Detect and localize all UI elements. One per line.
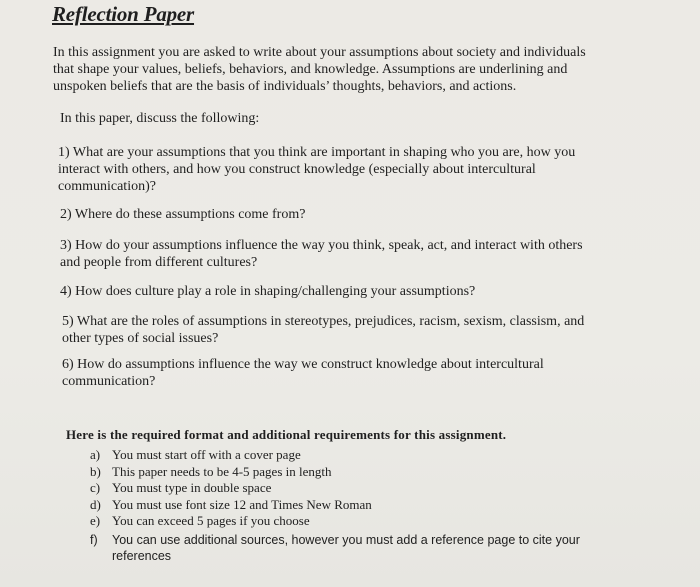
list-marker: f): [90, 532, 98, 547]
intro-line: unspoken beliefs that are the basis of individuals’ thoughts, behaviors, and actions.: [53, 79, 517, 94]
list-item: [90, 447, 580, 464]
list-item: [90, 480, 580, 497]
question-2: [60, 206, 305, 223]
requirements-list: [90, 447, 580, 565]
list-text: This paper needs to be 4-5 pages in length: [112, 463, 332, 479]
question-line: communication?: [62, 374, 156, 389]
question-line: 5) What are the roles of assumptions in stereotypes, prejudices, racism, sexism, classism, and: [62, 314, 585, 329]
question-line: 6) How do assumptions influence the way we construct knowledge about intercultural: [62, 357, 544, 372]
list-item: [90, 532, 580, 565]
question-3: [60, 237, 583, 271]
list-marker: a): [90, 447, 101, 462]
page-title: Reflection Paper: [52, 2, 195, 26]
question-line: other types of social issues?: [62, 331, 219, 346]
question-5: [62, 313, 584, 347]
list-text: You must start off with a cover page: [112, 447, 301, 462]
list-marker: e): [90, 513, 101, 528]
question-line: interact with others, and how you construct knowledge (especially about intercultural: [58, 162, 536, 177]
list-text: You must type in double space: [112, 480, 272, 495]
list-item: [90, 464, 580, 481]
list-marker: c): [90, 480, 101, 495]
question-line: 3) How do your assumptions influence the way you think, speak, act, and interact with others: [60, 238, 583, 253]
intro-paragraph: [53, 44, 586, 95]
list-item: [90, 513, 580, 530]
intro-line: In this assignment you are asked to write about your assumptions about society and individuals: [53, 45, 586, 60]
question-6: [62, 356, 544, 390]
question-line: and people from different cultures?: [60, 255, 258, 270]
question-line: 2) Where do these assumptions come from?: [60, 207, 306, 222]
list-text-continued: references: [112, 549, 172, 563]
list-text: You can exceed 5 pages if you choose: [112, 513, 310, 528]
list-marker: d): [90, 496, 101, 512]
list-text: You can use additional sources, however you must add a reference page to cite your: [112, 532, 580, 547]
question-line: 1) What are your assumptions that you think are important in shaping who you are, how you: [58, 145, 576, 160]
question-1: [58, 144, 575, 195]
list-marker: b): [90, 463, 101, 479]
requirements-heading: Here is the required format and additional requirements for this assignment.: [66, 427, 507, 442]
question-4: [60, 283, 475, 300]
intro-line: that shape your values, beliefs, behaviors, and knowledge. Assumptions are underlining and: [53, 62, 568, 77]
question-line: communication)?: [58, 179, 156, 194]
list-item: [90, 497, 580, 514]
discuss-prompt: In this paper, discuss the following:: [60, 111, 260, 126]
list-text: You must use font size 12 and Times New Roman: [112, 496, 372, 512]
question-line: 4) How does culture play a role in shaping/challenging your assumptions?: [60, 284, 476, 299]
